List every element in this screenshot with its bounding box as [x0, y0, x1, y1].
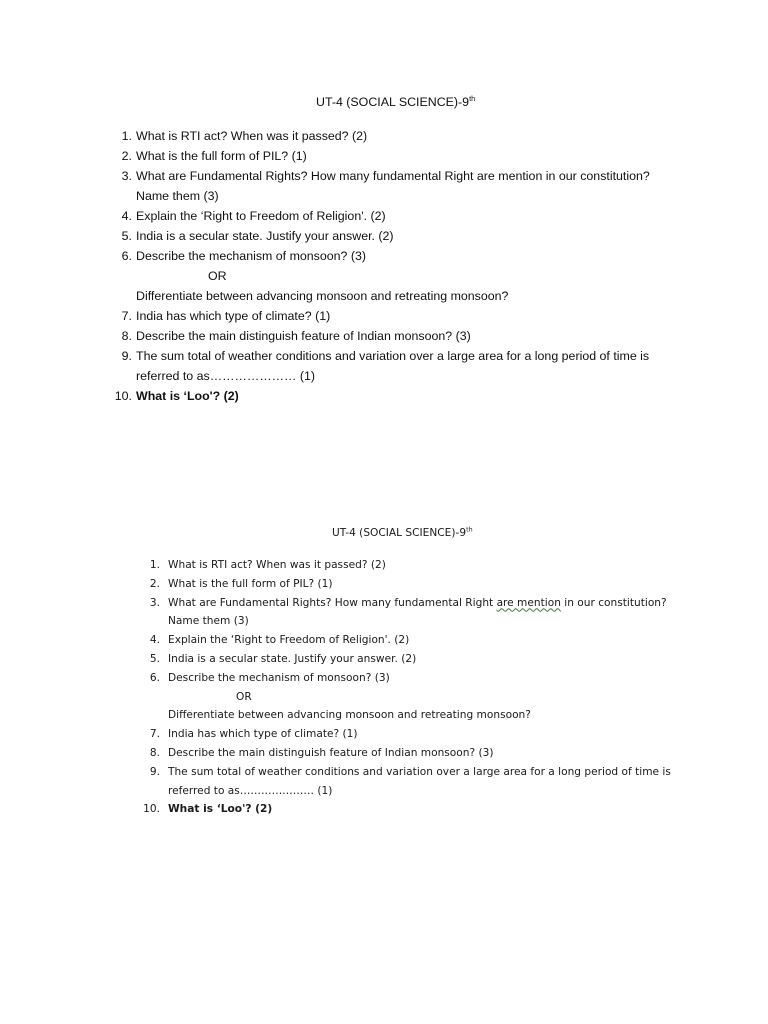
question-list: [142, 556, 682, 819]
question-item: [110, 326, 690, 346]
title-superscript: th: [466, 526, 473, 534]
question-text: Describe the mechanism of monsoon? (3): [136, 249, 367, 263]
question-number: 4.: [121, 209, 132, 223]
question-number: 3.: [121, 169, 132, 183]
question-item: [142, 575, 682, 594]
question-item: [110, 246, 690, 306]
question-number: 6.: [149, 671, 160, 684]
question-item: [142, 800, 682, 819]
question-item: [110, 166, 690, 206]
question-number: 5.: [121, 229, 132, 243]
question-text: What is ‘Loo'? (2): [168, 803, 273, 816]
alternate-question-text: Differentiate between advancing monsoon and retreating monsoon?: [168, 709, 531, 722]
question-text-continued: referred to as………………… (1): [136, 369, 316, 383]
question-text: Describe the main distinguish feature of Indian monsoon? (3): [136, 329, 471, 343]
question-item: [142, 650, 682, 669]
question-text: Describe the main distinguish feature of Indian monsoon? (3): [168, 746, 494, 759]
question-number: 2.: [149, 577, 160, 590]
question-item: [110, 126, 690, 146]
question-text: India has which type of climate? (1): [168, 728, 358, 741]
question-number: 7.: [149, 728, 160, 741]
title-superscript: th: [469, 93, 476, 103]
question-item: [142, 744, 682, 763]
question-text: What is RTI act? When was it passed? (2): [136, 129, 368, 143]
question-item: [110, 226, 690, 246]
question-item: [142, 725, 682, 744]
question-text: What is RTI act? When was it passed? (2): [168, 559, 386, 571]
question-text: Explain the ‘Right to Freedom of Religion'. (2): [136, 209, 386, 223]
question-item: [110, 346, 690, 386]
question-number: 8.: [121, 329, 132, 343]
question-item: [110, 386, 690, 406]
question-item: [110, 306, 690, 326]
question-number: 5.: [149, 652, 160, 665]
question-text: India is a secular state. Justify your answer. (2): [168, 652, 417, 665]
question-number: 4.: [149, 634, 160, 647]
question-text-continued: referred to as………………… (1): [168, 784, 333, 797]
spellcheck-underlined-text: are mention: [496, 596, 561, 609]
or-divider: OR: [236, 690, 252, 703]
question-number: 9.: [149, 765, 160, 778]
question-text: The sum total of weather conditions and variation over a large area for a long period of time is: [168, 765, 671, 778]
question-text-continued: Name them (3): [168, 615, 249, 628]
question-item: [110, 206, 690, 226]
question-number: 7.: [121, 309, 132, 323]
question-number: 8.: [149, 746, 160, 759]
question-number: 1.: [121, 129, 132, 143]
question-text: What are Fundamental Rights? How many fundamental Right: [168, 596, 497, 609]
question-item: [110, 146, 690, 166]
paper-title: UT-4 (SOCIAL SCIENCE)-9th: [332, 526, 473, 539]
question-text-continued: Name them (3): [136, 189, 219, 203]
question-text: What are Fundamental Rights? How many fundamental Right are mention in our constitution?: [136, 169, 650, 183]
alternate-question-text: Differentiate between advancing monsoon and retreating monsoon?: [136, 289, 509, 303]
question-item: [142, 556, 682, 575]
question-number: 1.: [149, 559, 160, 571]
question-item: [142, 631, 682, 650]
question-text: What is the full form of PIL? (1): [136, 149, 307, 163]
question-text: What is the full form of PIL? (1): [168, 577, 333, 590]
question-number: 6.: [121, 249, 132, 263]
question-text: What is ‘Loo'? (2): [136, 389, 239, 403]
paper-title: UT-4 (SOCIAL SCIENCE)-9th: [316, 93, 476, 109]
question-text: The sum total of weather conditions and variation over a large area for a long period of time is: [136, 349, 650, 363]
question-text: India has which type of climate? (1): [136, 309, 331, 323]
question-text: India is a secular state. Justify your answer. (2): [136, 229, 394, 243]
question-number: 9.: [121, 349, 132, 363]
question-number: 3.: [149, 596, 160, 609]
question-item: [142, 594, 682, 632]
question-list: [110, 126, 690, 406]
or-divider: OR: [208, 269, 227, 283]
question-number: 10.: [143, 803, 160, 816]
question-item: [142, 669, 682, 725]
question-item: [142, 763, 682, 801]
question-number: 2.: [121, 149, 132, 163]
question-text: Explain the ‘Right to Freedom of Religion'. (2): [168, 634, 410, 647]
question-text: Describe the mechanism of monsoon? (3): [168, 671, 390, 684]
question-text-end: in our constitution?: [560, 596, 667, 609]
question-number: 10.: [114, 389, 132, 403]
